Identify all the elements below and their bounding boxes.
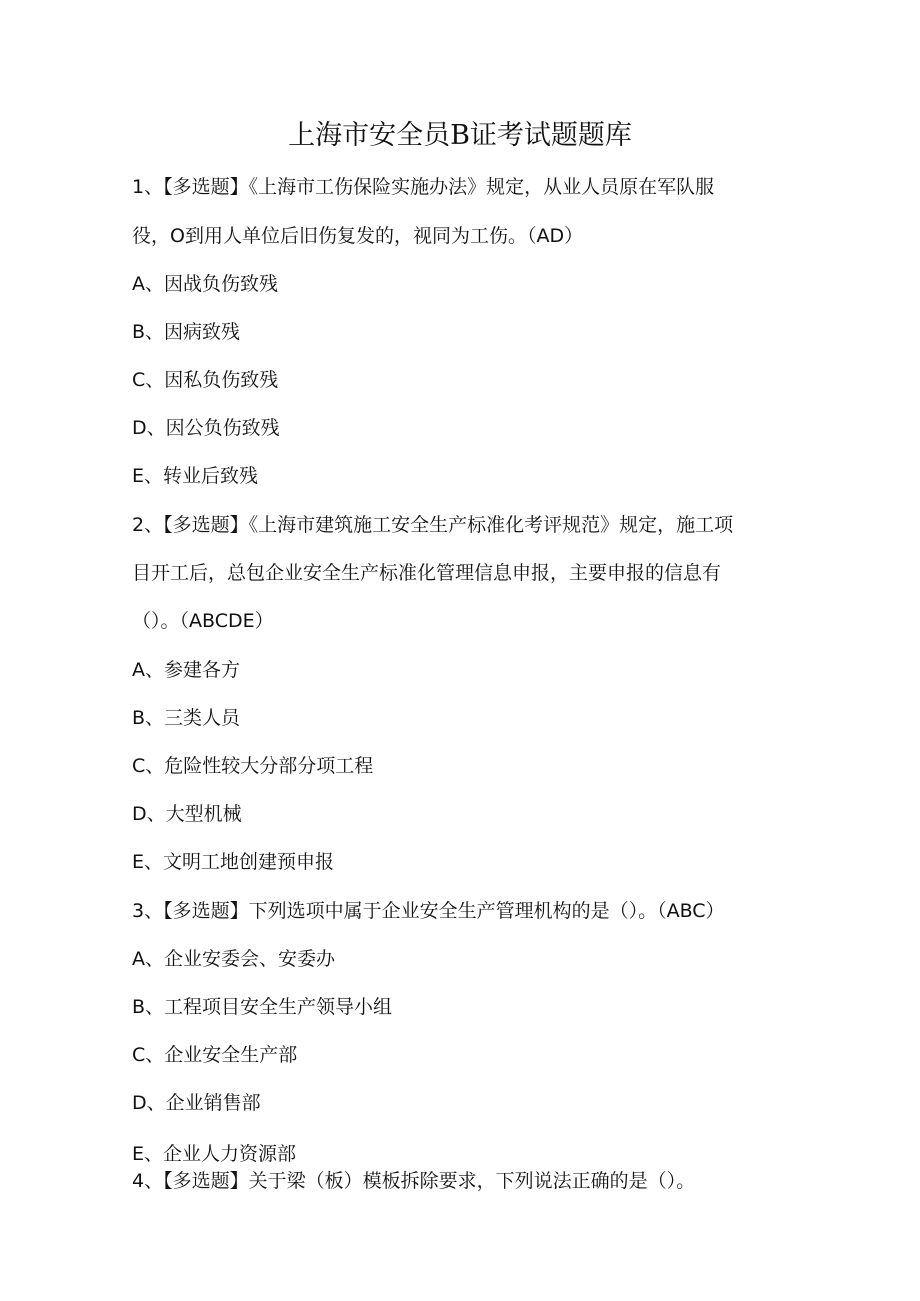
question-2-stem-line-3: （）。（ABCDE）: [132, 610, 274, 632]
question-3-option-e: E、企业人力资源部: [132, 1143, 297, 1165]
question-1-option-c: C、因私负伤致残: [132, 369, 279, 391]
question-1-option-a: A、因战负伤致残: [132, 273, 278, 295]
question-1-option-d: D、因公负伤致残: [132, 417, 280, 439]
question-3-option-d: D、企业销售部: [132, 1092, 261, 1114]
question-4-stem-line-1: 4、【多选题】关于梁（板）模板拆除要求，下列说法正确的是（）。: [132, 1170, 696, 1192]
question-3-option-a: A、企业安委会、安委办: [132, 948, 335, 970]
question-1-stem-line-2: 役，O到用人单位后旧伤复发的，视同为工伤。（AD）: [132, 225, 584, 247]
question-3-option-c: C、企业安全生产部: [132, 1044, 298, 1066]
question-3-option-b: B、工程项目安全生产领导小组: [132, 996, 393, 1018]
question-1-option-b: B、因病致残: [132, 321, 241, 343]
question-1-option-e: E、转业后致残: [132, 465, 259, 487]
question-1-stem-line-1: 1、【多选题】《上海市工伤保险实施办法》规定，从业人员原在军队服: [132, 176, 715, 198]
document-title: 上海市安全员B证考试题题库: [288, 120, 632, 151]
question-2-option-d: D、大型机械: [132, 803, 242, 825]
question-3-stem-line-1: 3、【多选题】下列选项中属于企业安全生产管理机构的是（）。（ABC）: [132, 900, 725, 922]
question-2-option-b: B、三类人员: [132, 707, 241, 729]
question-2-stem-line-1: 2、【多选题】《上海市建筑施工安全生产标准化考评规范》规定，施工项: [132, 514, 734, 536]
question-2-stem-line-2: 目开工后，总包企业安全生产标准化管理信息申报，主要申报的信息有: [132, 562, 722, 584]
question-2-option-e: E、文明工地创建预申报: [132, 851, 335, 873]
question-2-option-a: A、参建各方: [132, 659, 240, 681]
question-2-option-c: C、危险性较大分部分项工程: [132, 755, 374, 777]
